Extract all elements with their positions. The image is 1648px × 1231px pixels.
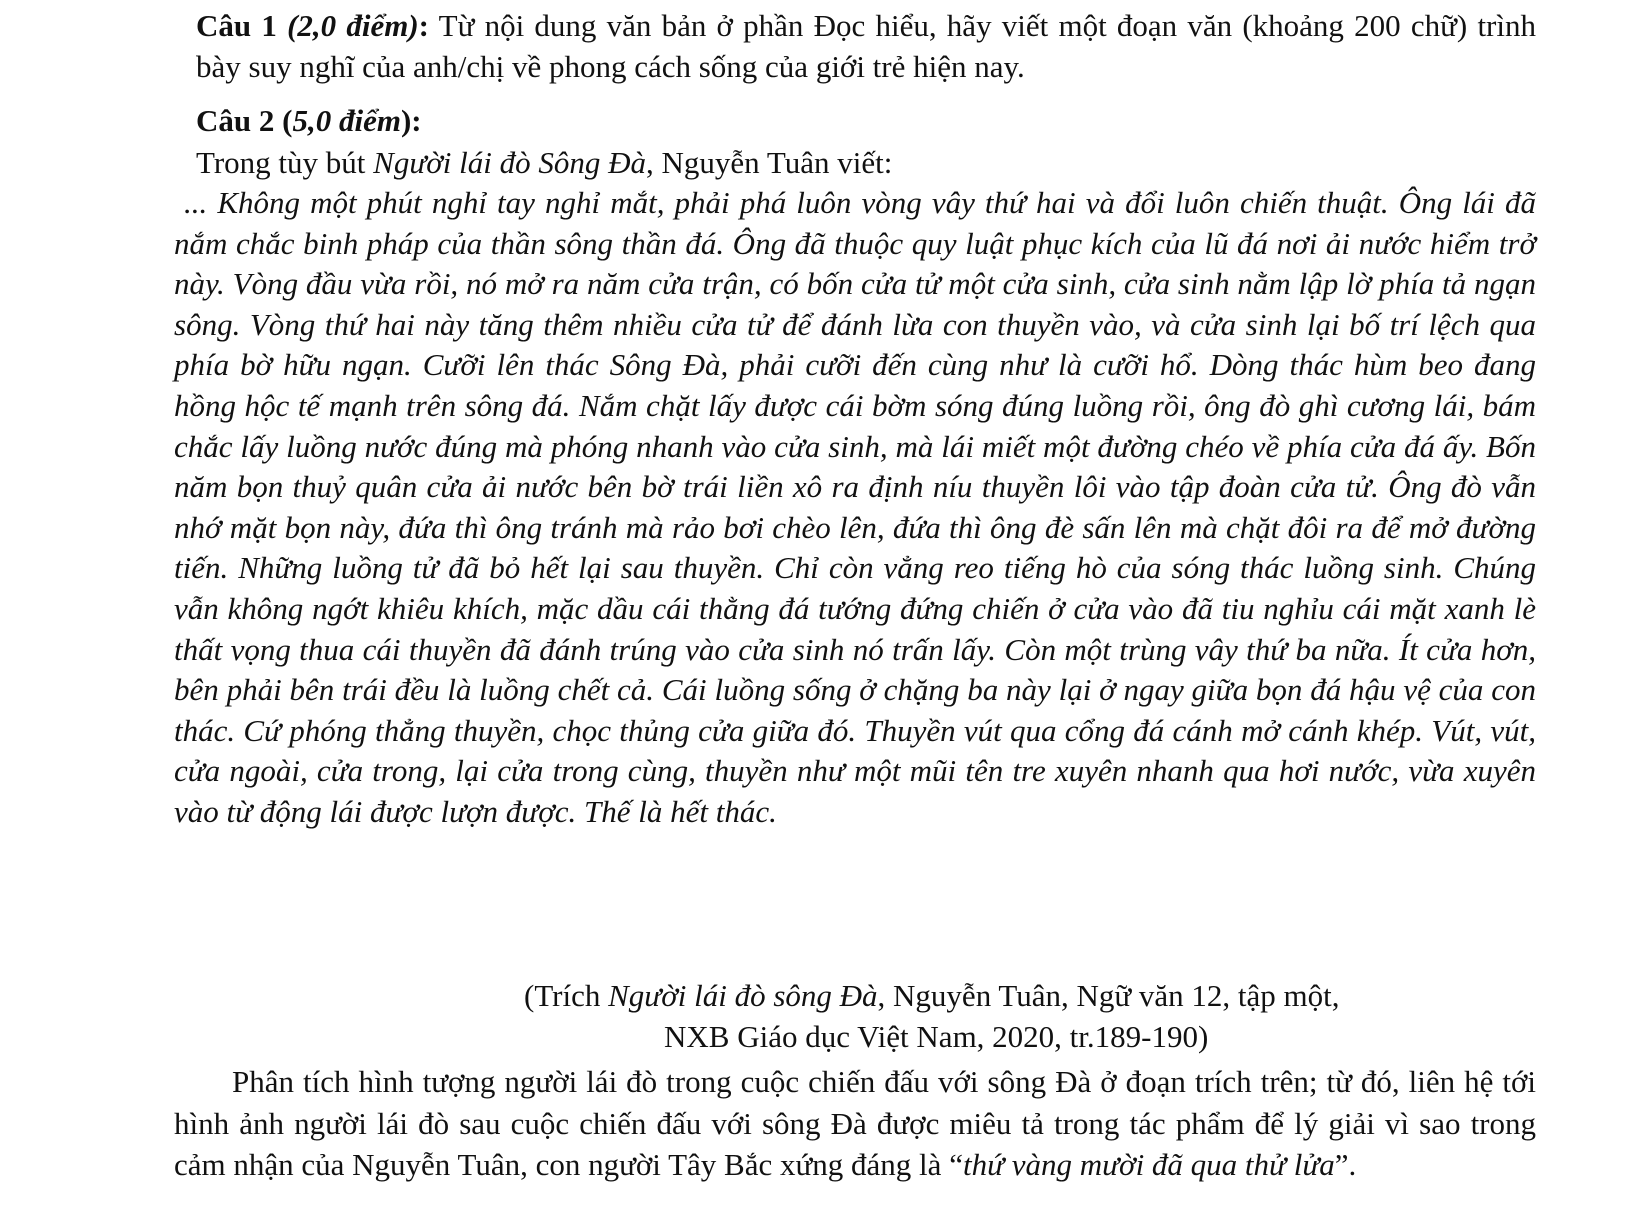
excerpt-passage: ... Không một phút nghỉ tay nghỉ mắt, phải phá luôn vòng vây thứ hai và đổi luôn chiến thuật. Ông lái đã nắm chắc binh pháp của thần sông thần đá. Ông đã thuộc quy luật phục kích của lũ đá nơi ải nước hiểm trở này. Vòng đầu vừa rồi, nó mở ra năm cửa trận, có bốn cửa tử một cửa sinh, cửa sinh nằm lập lờ phía tả ngạn sông. Vòng thứ hai này tăng thêm nhiều cửa tử để đánh lừa con thuyền vào, và cửa sinh lại bố trí lệch qua phía bờ hữu ngạn. Cưỡi lên thác Sông Đà, phải cưỡi đến cùng như là cưỡi hổ. Dòng thác hùm beo đang hồng hộc tế mạnh trên sông đá. Nắm chặt lấy được cái bờm sóng đúng luồng rồi, ông đò ghì cương lái, bám chắc lấy luồng nước đúng mà phóng nhanh vào cửa sinh, mà lái miết một đường chéo về phía cửa đá ấy. Bốn năm bọn thuỷ quân cửa ải nước bên bờ trái liền xô ra định níu thuyền lôi vào tập đoàn cửa tử. Ông đò vẫn nhớ mặt bọn này, đứa thì ông tránh mà rảo bơi chèo lên, đứa thì ông đè sấn lên mà chặt đôi ra để mở đường tiến. Những luồng tử đã bỏ hết lại sau thuyền. Chỉ còn vẳng reo tiếng hò của sóng thác luồng sinh. Chúng vẫn không ngớt khiêu khích, mặc dầu cái thằng đá tướng đứng chiến ở cửa vào đã tiu nghỉu cái mặt xanh lè thất vọng thua cái thuyền đã đánh trúng vào cửa sinh nó trấn lấy. Còn một trùng vây thứ ba nữa. Ít cửa hơn, bên phải bên trái đều là luồng chết cả. Cái luồng sống ở chặng ba này lại ở ngay giữa bọn đá hậu vệ của con thác. Cứ phóng thẳng thuyền, chọc thủng cửa giữa đó. Thuyền vút qua cổng đá cánh mở cánh khép. Vút, vút, cửa ngoài, cửa trong, lại cửa trong cùng, thuyền như một mũi tên tre xuyên nhanh qua hơi nước, vừa xuyên vào từ động lái được lượn được. Thế là hết thác. bbox=[174, 185, 1536, 829]
intro-work-title: Người lái đò Sông Đà bbox=[373, 145, 647, 180]
citation-work-title: Người lái đò sông Đà bbox=[608, 978, 878, 1013]
citation bbox=[524, 976, 1524, 1057]
question-2-task bbox=[174, 1061, 1536, 1186]
citation-line-1 bbox=[524, 976, 1524, 1017]
question-1-points: (2,0 điểm) bbox=[287, 8, 419, 43]
question-2-points-open: ( bbox=[274, 103, 293, 138]
question-1-text: Từ nội dung văn bản ở phần Đọc hiểu, hãy viết một đoạn văn (khoảng 200 chữ) trình bày suy nghĩ của anh/chị về phong cách sống của giới trẻ hiện nay. bbox=[196, 8, 1536, 84]
excerpt-intro bbox=[196, 143, 892, 184]
question-1-number: Câu 1 bbox=[196, 8, 277, 43]
citation-line-2: NXB Giáo dục Việt Nam, 2020, tr.189-190) bbox=[664, 1018, 1209, 1054]
task-text: Phân tích hình tượng người lái đò trong cuộc chiến đấu với sông Đà ở đoạn trích trên; từ đó, liên hệ tới hình ảnh người lái đò sau cuộc chiến đấu với sông Đà được miêu tả trong tác phẩm để lý giải vì sao trong cảm nhận của Nguyễn Tuân, con người Tây Bắc xứng đáng là bbox=[174, 1064, 1536, 1182]
question-2-points-close: ): bbox=[400, 103, 422, 138]
question-2-points: 5,0 điểm bbox=[292, 103, 401, 138]
intro-after: , Nguyễn Tuân viết: bbox=[646, 145, 893, 180]
question-1-colon: : bbox=[418, 8, 429, 43]
question-2-heading bbox=[196, 101, 422, 142]
task-quote-close: ”. bbox=[1334, 1147, 1357, 1182]
citation-open: (Trích bbox=[524, 978, 609, 1013]
question-2-number: Câu 2 bbox=[196, 103, 275, 138]
citation-rest: , Nguyễn Tuân, Ngữ văn 12, tập một, bbox=[877, 978, 1340, 1013]
task-quote-open: “ bbox=[949, 1147, 963, 1182]
question-1 bbox=[196, 6, 1536, 87]
intro-before: Trong tùy bút bbox=[196, 145, 374, 180]
question-1-label bbox=[196, 8, 429, 43]
task-quote: thứ vàng mười đã qua thử lửa bbox=[962, 1147, 1335, 1182]
